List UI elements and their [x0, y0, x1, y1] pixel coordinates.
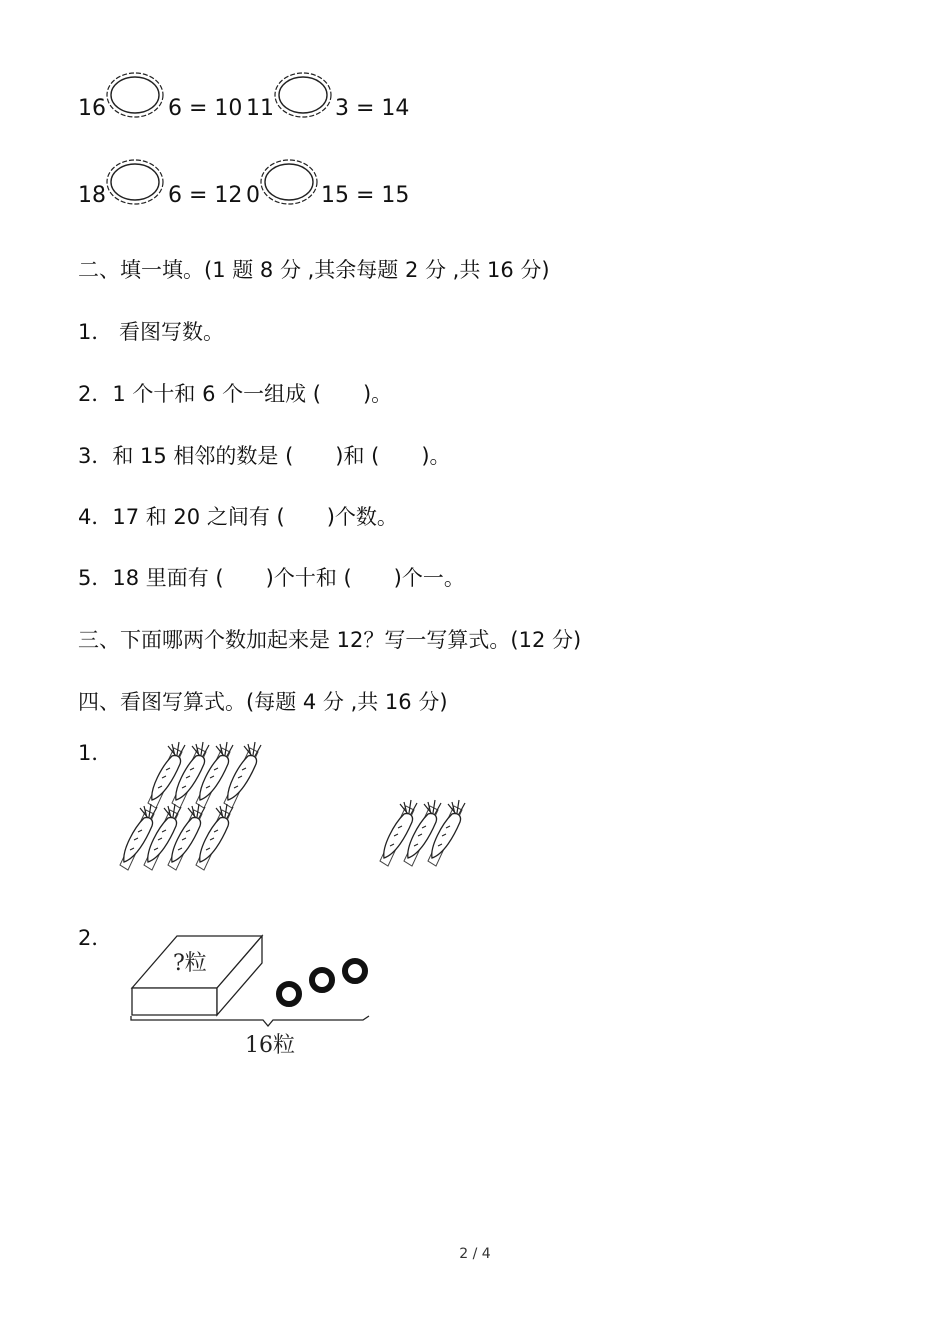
total-brace [131, 1016, 369, 1026]
flower-blank-2[interactable] [272, 70, 334, 120]
flower-blank-1[interactable] [104, 70, 166, 120]
page-number: 2 / 4 [459, 1246, 491, 1262]
section2-heading: 二、填一填。(1 题 8 分 ,其余每题 2 分 ,共 16 分) [78, 258, 550, 282]
carrot-group-right [380, 800, 465, 866]
box-beads-illustration [125, 928, 385, 1063]
section2-item-3: 3．和 15 相邻的数是 ( )和 ( )。 [78, 444, 451, 468]
equation-1-left: 16 [78, 96, 106, 121]
equation-2-left: 11 [246, 96, 274, 121]
carrots-illustration [110, 740, 500, 880]
section4-q1-label: 1． [78, 741, 113, 765]
box-label: ?粒 [173, 951, 207, 976]
section2-item-1: 1． 看图写数。 [78, 320, 225, 344]
section2-item-2: 2．1 个十和 6 个一组成 ( )。 [78, 382, 393, 406]
equation-3-right: 6 = 12 [168, 183, 243, 208]
section4-q2-label: 2． [78, 926, 113, 950]
carrot-group-left [120, 742, 261, 870]
section2-item-5: 5．18 里面有 ( )个十和 ( )个一。 [78, 566, 465, 590]
section3-heading: 三、下面哪两个数加起来是 12？写一写算式。(12 分) [78, 628, 582, 652]
equation-4-left: 0 [246, 183, 260, 208]
equation-4-right: 15 = 15 [321, 183, 410, 208]
bead-icon [279, 961, 365, 1004]
total-label: 16粒 [245, 1033, 295, 1058]
flower-blank-4[interactable] [258, 157, 320, 207]
equation-1-right: 6 = 10 [168, 96, 243, 121]
equation-2-right: 3 = 14 [335, 96, 410, 121]
flower-blank-3[interactable] [104, 157, 166, 207]
section4-heading: 四、看图写算式。(每题 4 分 ,共 16 分) [78, 690, 448, 714]
section2-item-4: 4．17 和 20 之间有 ( )个数。 [78, 505, 398, 529]
equation-3-left: 18 [78, 183, 106, 208]
